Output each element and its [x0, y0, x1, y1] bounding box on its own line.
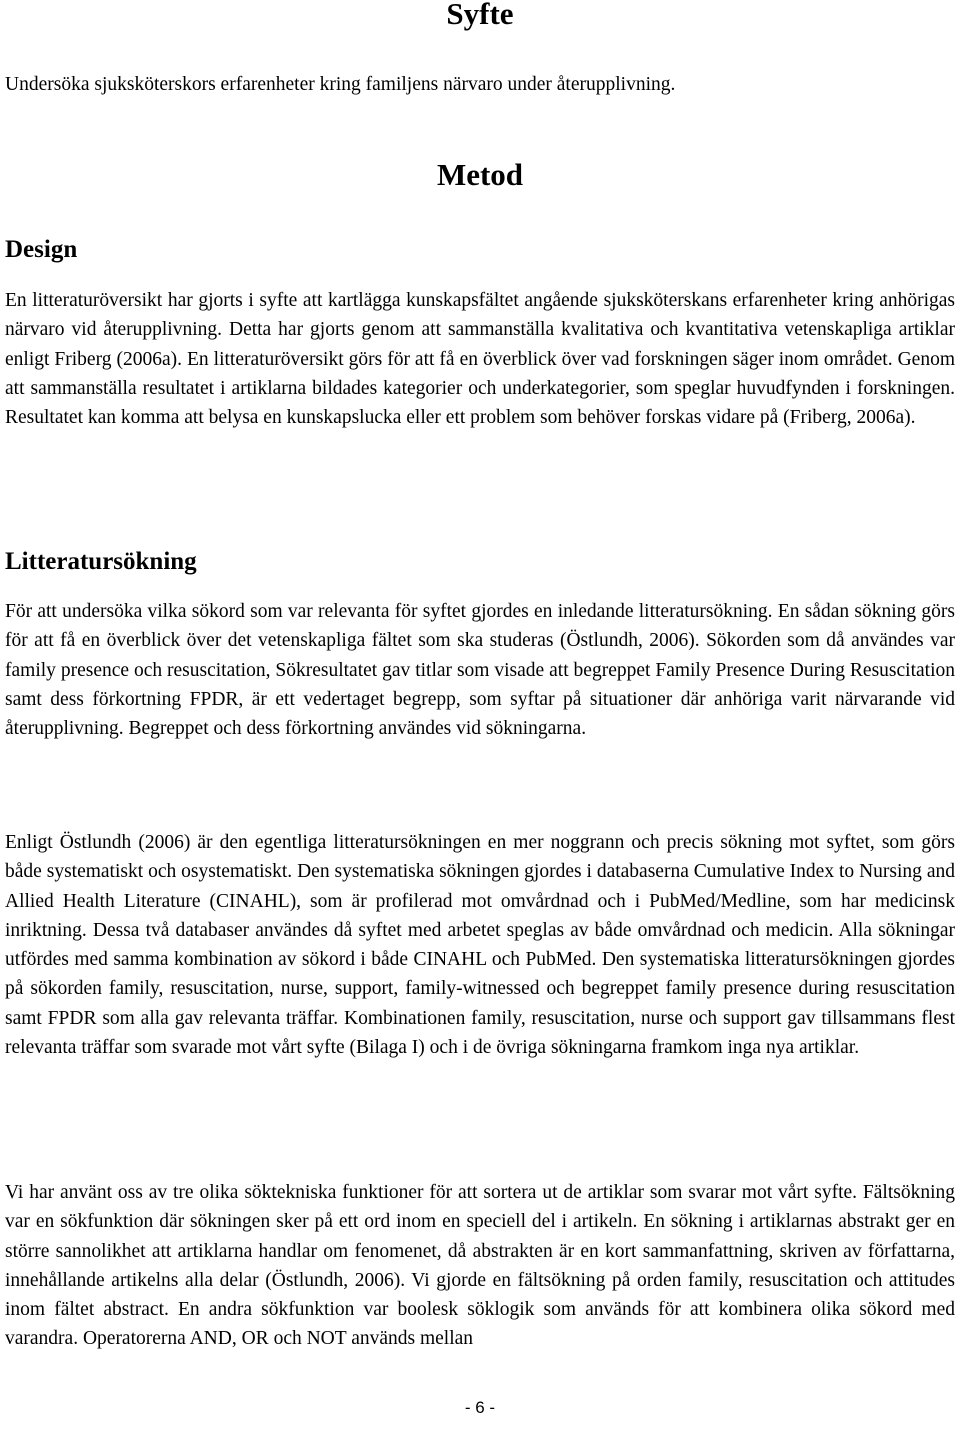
- metod-heading: Metod: [436, 157, 524, 192]
- page-number: - 6 -: [464, 1398, 496, 1417]
- syfte-text: Undersöka sjuksköterskors erfarenheter kring familjens närvaro under återupplivning.: [5, 74, 676, 95]
- litteratursokning-paragraph-2: Enligt Östlundh (2006) är den egentliga litteratursökningen en mer noggrann och precis sökning mot syftet, som görs både systematiskt och osystematiskt. Den systematiska sökningen gjordes i databaserna Cumulative Index to Nursing and Allied Health Literature (CINAHL), som är profilerad mot omvårdnad och i PubMed/Medline, som har medicinsk inriktning. Dessa två databaser användes då syftet med arbetet speglas av både omvårdnad och medicin. Alla sökningar utfördes med samma kombination av sökord i både CINAHL och PubMed. Den systematiska litteratursökningen gjordes på sökorden family, resuscitation, nurse, support, family-witnessed och begreppet family presence during resuscitation samt FPDR som alla gav relevanta träffar. Kombinationen family, resuscitation, nurse och support gav tillsammans flest relevanta träffar som svarade mot vårt syfte (Bilaga I) och i de övriga sökningarna framkom inga nya artiklar.: [5, 832, 955, 1059]
- design-paragraph: En litteraturöversikt har gjorts i syfte att kartlägga kunskapsfältet angående sjuksköterskans erfarenheter kring anhörigas närvaro vid återupplivning. Detta har gjorts genom att sammanställa kvalitativa och kvantitativa vetenskapliga artiklar enligt Friberg (2006a). En litteraturöversikt görs för att få en överblick över vad forskningen säger inom området. Genom att sammanställa resultatet i artiklarna bildades kategorier och underkategorier, som speglar huvudfynden i forskningen. Resultatet kan komma att belysa en kunskapslucka eller ett problem som behöver forskas vidare på (Friberg, 2006a).: [5, 290, 955, 429]
- litteratursokning-heading: Litteratursökning: [5, 548, 197, 575]
- litteratursokning-paragraph-3: Vi har använt oss av tre olika söktekniska funktioner för att sortera ut de artiklar som svarar mot vårt syfte. Fältsökning var en sökfunktion där sökningen sker på ett ord inom en speciell del i artikeln. En sökning i artiklarnas abstrakt ger en större sannolikhet att artiklarna handlar om fenomenet, då abstrakten är en kort sammanfattning, skriven av författarna, innehållande artikelns alla delar (Östlundh, 2006). Vi gjorde en fältsökning på orden family, resuscitation och attitudes inom fältet abstract. En andra sökfunktion var boolesk söklogik som används för att kombinera olika sökord med varandra. Operatorerna AND, OR och NOT används mellan: [5, 1182, 955, 1350]
- litteratursokning-paragraph-1: För att undersöka vilka sökord som var relevanta för syftet gjordes en inledande litteratursökning. En sådan sökning görs för att få en överblick över det vetenskapliga fältet som ska studeras (Östlundh, 2006). Sökorden som då användes var family presence och resuscitation, Sökresultatet gav titlar som visade att begreppet Family Presence During Resuscitation samt dess förkortning FPDR, är ett vedertaget begrepp, som syftar på situationer där anhöriga varit närvarande vid återupplivning. Begreppet och dess förkortning användes vid sökningarna.: [5, 601, 955, 740]
- page-title: Syfte: [446, 0, 514, 31]
- design-heading: Design: [5, 236, 78, 263]
